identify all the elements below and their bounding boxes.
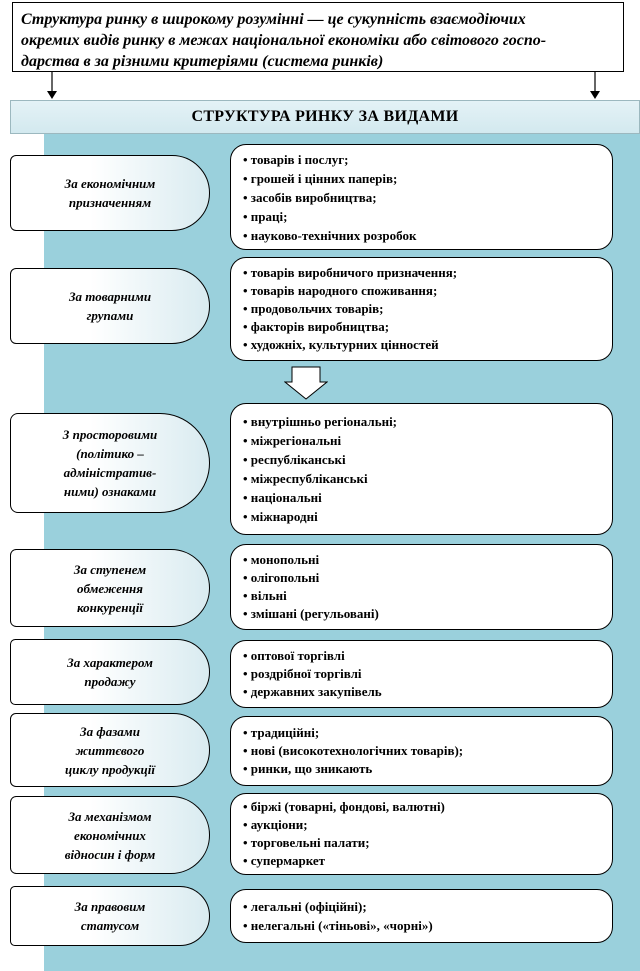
diagram-title: СТРУКТУРА РИНКУ ЗА ВИДАМИ bbox=[10, 100, 640, 134]
list-item: • факторів виробництва; bbox=[243, 319, 390, 334]
list-item: • товарів виробничого призначення; bbox=[243, 265, 458, 280]
category-label: За фазами bbox=[80, 723, 140, 739]
category-label: статусом bbox=[80, 918, 140, 933]
items-mechanism bbox=[230, 793, 613, 875]
list-item: • монопольні bbox=[243, 552, 320, 567]
category-label: (політико – bbox=[76, 446, 144, 461]
category-label: За правовим bbox=[74, 899, 146, 914]
list-item: • художніх, культурних цінностей bbox=[243, 337, 439, 352]
category-label: За економічним bbox=[64, 176, 156, 191]
right-down-arrow-icon bbox=[589, 72, 601, 100]
list-item: • міжрегіональні bbox=[243, 433, 342, 448]
list-item: • супермаркет bbox=[243, 853, 326, 868]
category-label: обмеження bbox=[77, 580, 143, 596]
category-competition bbox=[10, 549, 210, 627]
category-label: За ступенем bbox=[73, 561, 147, 577]
list-item: • змішані (регульовані) bbox=[243, 606, 379, 621]
list-item: • міжнародні bbox=[243, 509, 318, 524]
category-sales bbox=[10, 639, 210, 705]
items-sales bbox=[230, 640, 613, 708]
left-down-arrow-icon bbox=[46, 72, 58, 100]
list-item: • міжреспубліканські bbox=[243, 471, 368, 486]
list-item: • праці; bbox=[243, 208, 288, 224]
list-item: • вільні bbox=[243, 588, 287, 603]
category-label: продажу bbox=[84, 674, 136, 689]
list-item: • аукціони; bbox=[243, 817, 308, 832]
category-label: З просторовими bbox=[62, 427, 158, 442]
list-item: • торговельні палати; bbox=[243, 835, 370, 850]
list-item: • державних закупівель bbox=[243, 684, 382, 699]
list-item: • продовольчих товарів; bbox=[243, 301, 384, 316]
items-economic-purpose bbox=[230, 144, 613, 250]
category-label: життєвого bbox=[75, 742, 145, 758]
category-spatial bbox=[10, 413, 210, 513]
definition-line-2: окремих видів ринку в межах національної економіки або світового госпо- bbox=[21, 32, 547, 49]
list-item: • нелегальні («тіньові», «чорні») bbox=[243, 918, 433, 933]
list-item: • олігопольні bbox=[243, 570, 320, 585]
items-product-groups bbox=[230, 257, 613, 361]
category-label: відносин і форм bbox=[64, 846, 156, 862]
category-label: економічних bbox=[74, 827, 146, 843]
list-item: • грошей і цінних паперів; bbox=[243, 170, 398, 186]
list-item: • внутрішньо регіональні; bbox=[243, 414, 398, 429]
items-competition bbox=[230, 544, 613, 630]
category-label: За товарними bbox=[68, 289, 152, 304]
definition-box bbox=[12, 2, 624, 72]
category-product-groups bbox=[10, 268, 210, 344]
list-item: • традиційні; bbox=[243, 725, 320, 740]
category-life-cycle bbox=[10, 713, 210, 787]
category-label: групами bbox=[86, 308, 134, 323]
list-item: • роздрібної торгівлі bbox=[243, 666, 362, 681]
list-item: • біржі (товарні, фондові, валютні) bbox=[243, 799, 445, 814]
category-legal-status bbox=[10, 886, 210, 946]
definition-line-1: Структура ринку в широкому розумінні — це сукупність взаємодіючих bbox=[21, 11, 526, 28]
category-label: призначенням bbox=[68, 195, 152, 210]
definition-line-3: дарства в за різними критеріями (система ринків) bbox=[21, 53, 384, 70]
list-item: • оптової торгівлі bbox=[243, 648, 345, 663]
list-item: • товарів народного споживання; bbox=[243, 283, 438, 298]
category-label: конкуренції bbox=[77, 599, 143, 615]
list-item: • ринки, що зникають bbox=[243, 761, 373, 776]
items-life-cycle bbox=[230, 716, 613, 786]
list-item: • засобів виробництва; bbox=[243, 189, 377, 205]
items-legal-status bbox=[230, 889, 613, 943]
category-label: За механізмом bbox=[68, 808, 152, 824]
list-item: • національні bbox=[243, 490, 322, 505]
list-item: • науково-технічних розробок bbox=[243, 227, 417, 243]
list-item: • товарів і послуг; bbox=[243, 151, 349, 167]
list-item: • нові (високотехнологічних товарів); bbox=[243, 743, 464, 758]
category-label: циклу продукції bbox=[65, 761, 155, 777]
category-label: адміністратив- bbox=[63, 465, 157, 480]
category-economic-purpose bbox=[10, 155, 210, 231]
category-label: За характером bbox=[67, 655, 153, 670]
list-item: • республіканські bbox=[243, 452, 346, 467]
category-label: ними) ознаками bbox=[63, 484, 157, 499]
category-mechanism bbox=[10, 796, 210, 874]
block-down-arrow-icon bbox=[284, 366, 328, 400]
list-item: • легальні (офіційні); bbox=[243, 899, 367, 914]
items-spatial bbox=[230, 403, 613, 535]
